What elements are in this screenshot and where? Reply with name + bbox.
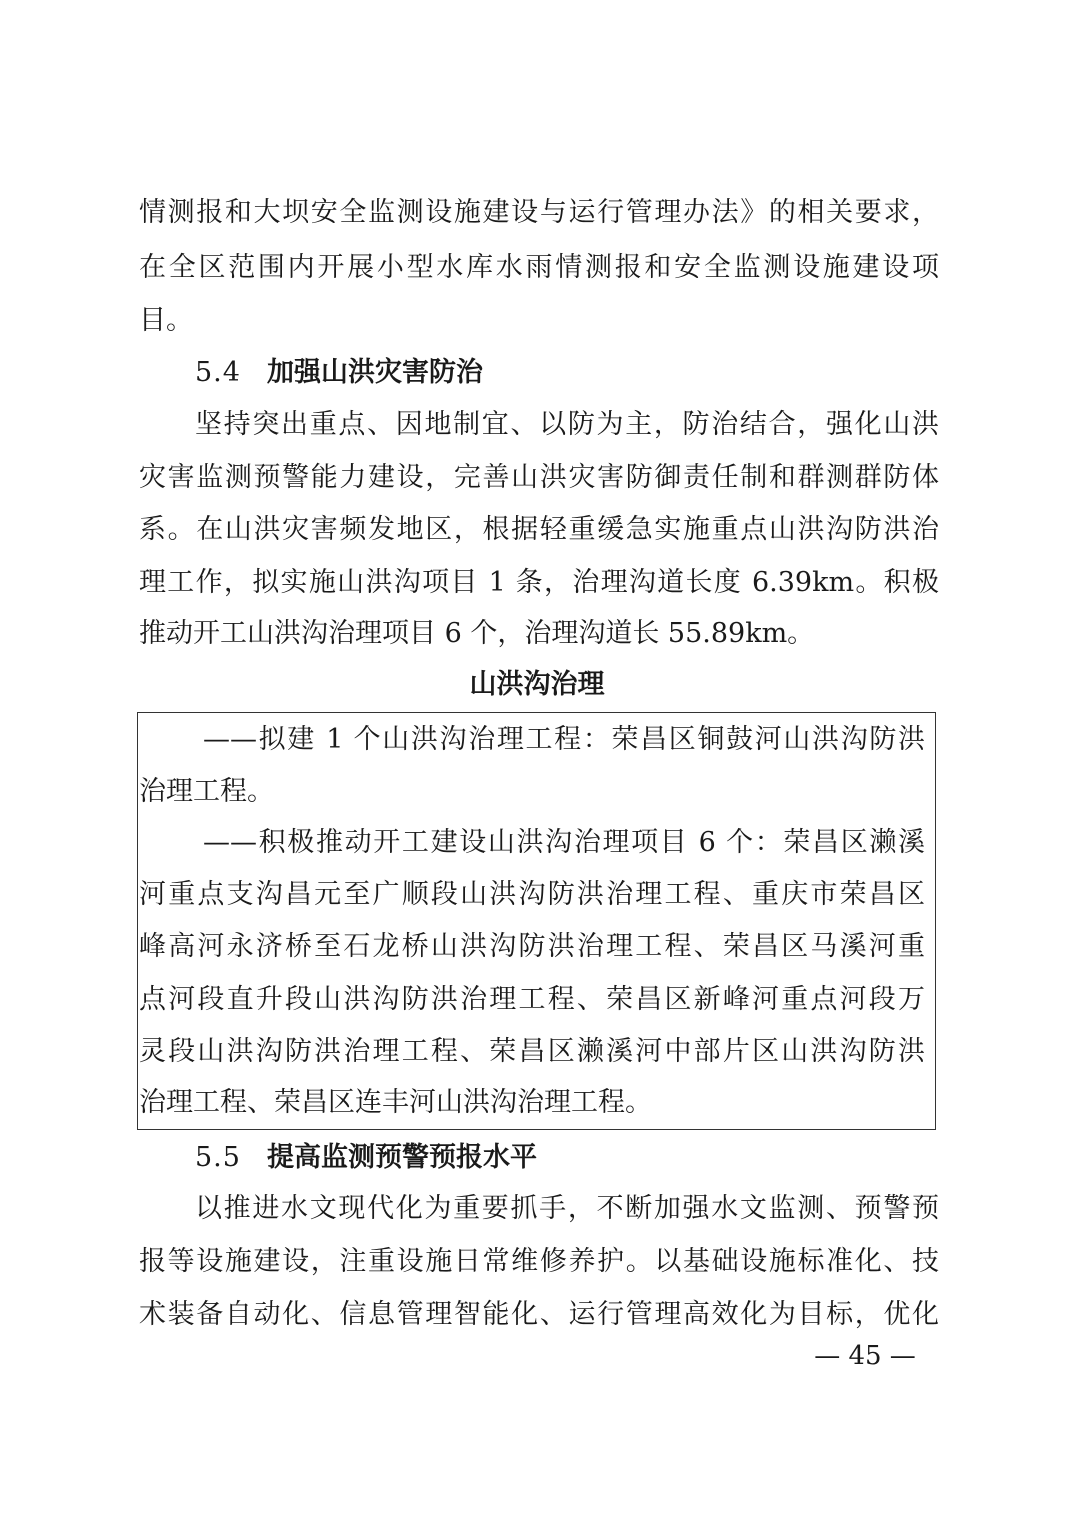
box-line: 峰高河永济桥至石龙桥山洪沟防洪治理工程、荣昌区马溪河重 — [139, 931, 925, 962]
section-heading-5-5 — [195, 1138, 537, 1178]
section-number: 5.5 — [195, 1142, 241, 1173]
section-title: 加强山洪灾害防治 — [266, 357, 483, 388]
box-line: 灵段山洪沟防洪治理工程、荣昌区濑溪河中部片区山洪沟防洪 — [139, 1036, 925, 1067]
box-line: ——积极推动开工建设山洪沟治理项目 6 个：荣昌区濑溪 — [203, 827, 925, 858]
paragraph-line: 系。在山洪灾害频发地区，根据轻重缓急实施重点山洪沟防洪治 — [139, 514, 939, 545]
box-line: 治理工程、荣昌区连丰河山洪沟治理工程。 — [139, 1087, 652, 1118]
paragraph-line: 灾害监测预警能力建设，完善山洪灾害防御责任制和群测群防体 — [139, 462, 939, 493]
paragraph-line: 理工作，拟实施山洪沟项目 1 条，治理沟道长度 6.39km。积极 — [139, 567, 939, 598]
section-heading-5-4 — [195, 353, 483, 393]
box-line: 治理工程。 — [139, 776, 274, 807]
paragraph-line: 目。 — [139, 305, 193, 336]
box-title: 山洪沟治理 — [469, 669, 605, 700]
section-number: 5.4 — [195, 357, 241, 388]
box-line: ——拟建 1 个山洪沟治理工程：荣昌区铜鼓河山洪沟防洪 — [203, 724, 925, 755]
box-line: 河重点支沟昌元至广顺段山洪沟防洪治理工程、重庆市荣昌区 — [139, 879, 925, 910]
box-line: 点河段直升段山洪沟防洪治理工程、荣昌区新峰河重点河段万 — [139, 984, 925, 1015]
paragraph-line: 情测报和大坝安全监测设施建设与运行管理办法》的相关要求， — [139, 197, 939, 228]
paragraph-line: 报等设施建设，注重设施日常维修养护。以基础设施标准化、技 — [139, 1246, 939, 1277]
paragraph-line: 坚持突出重点、因地制宜、以防为主，防治结合，强化山洪 — [195, 409, 939, 440]
page-number: — 45 — — [814, 1341, 916, 1371]
paragraph-line: 在全区范围内开展小型水库水雨情测报和安全监测设施建设项 — [139, 252, 939, 283]
paragraph-line: 以推进水文现代化为重要抓手，不断加强水文监测、预警预 — [195, 1193, 939, 1224]
paragraph-line: 推动开工山洪沟治理项目 6 个，治理沟道长 55.89km。 — [139, 618, 815, 649]
paragraph-line: 术装备自动化、信息管理智能化、运行管理高效化为目标，优化 — [139, 1299, 939, 1330]
section-title: 提高监测预警预报水平 — [266, 1142, 537, 1173]
